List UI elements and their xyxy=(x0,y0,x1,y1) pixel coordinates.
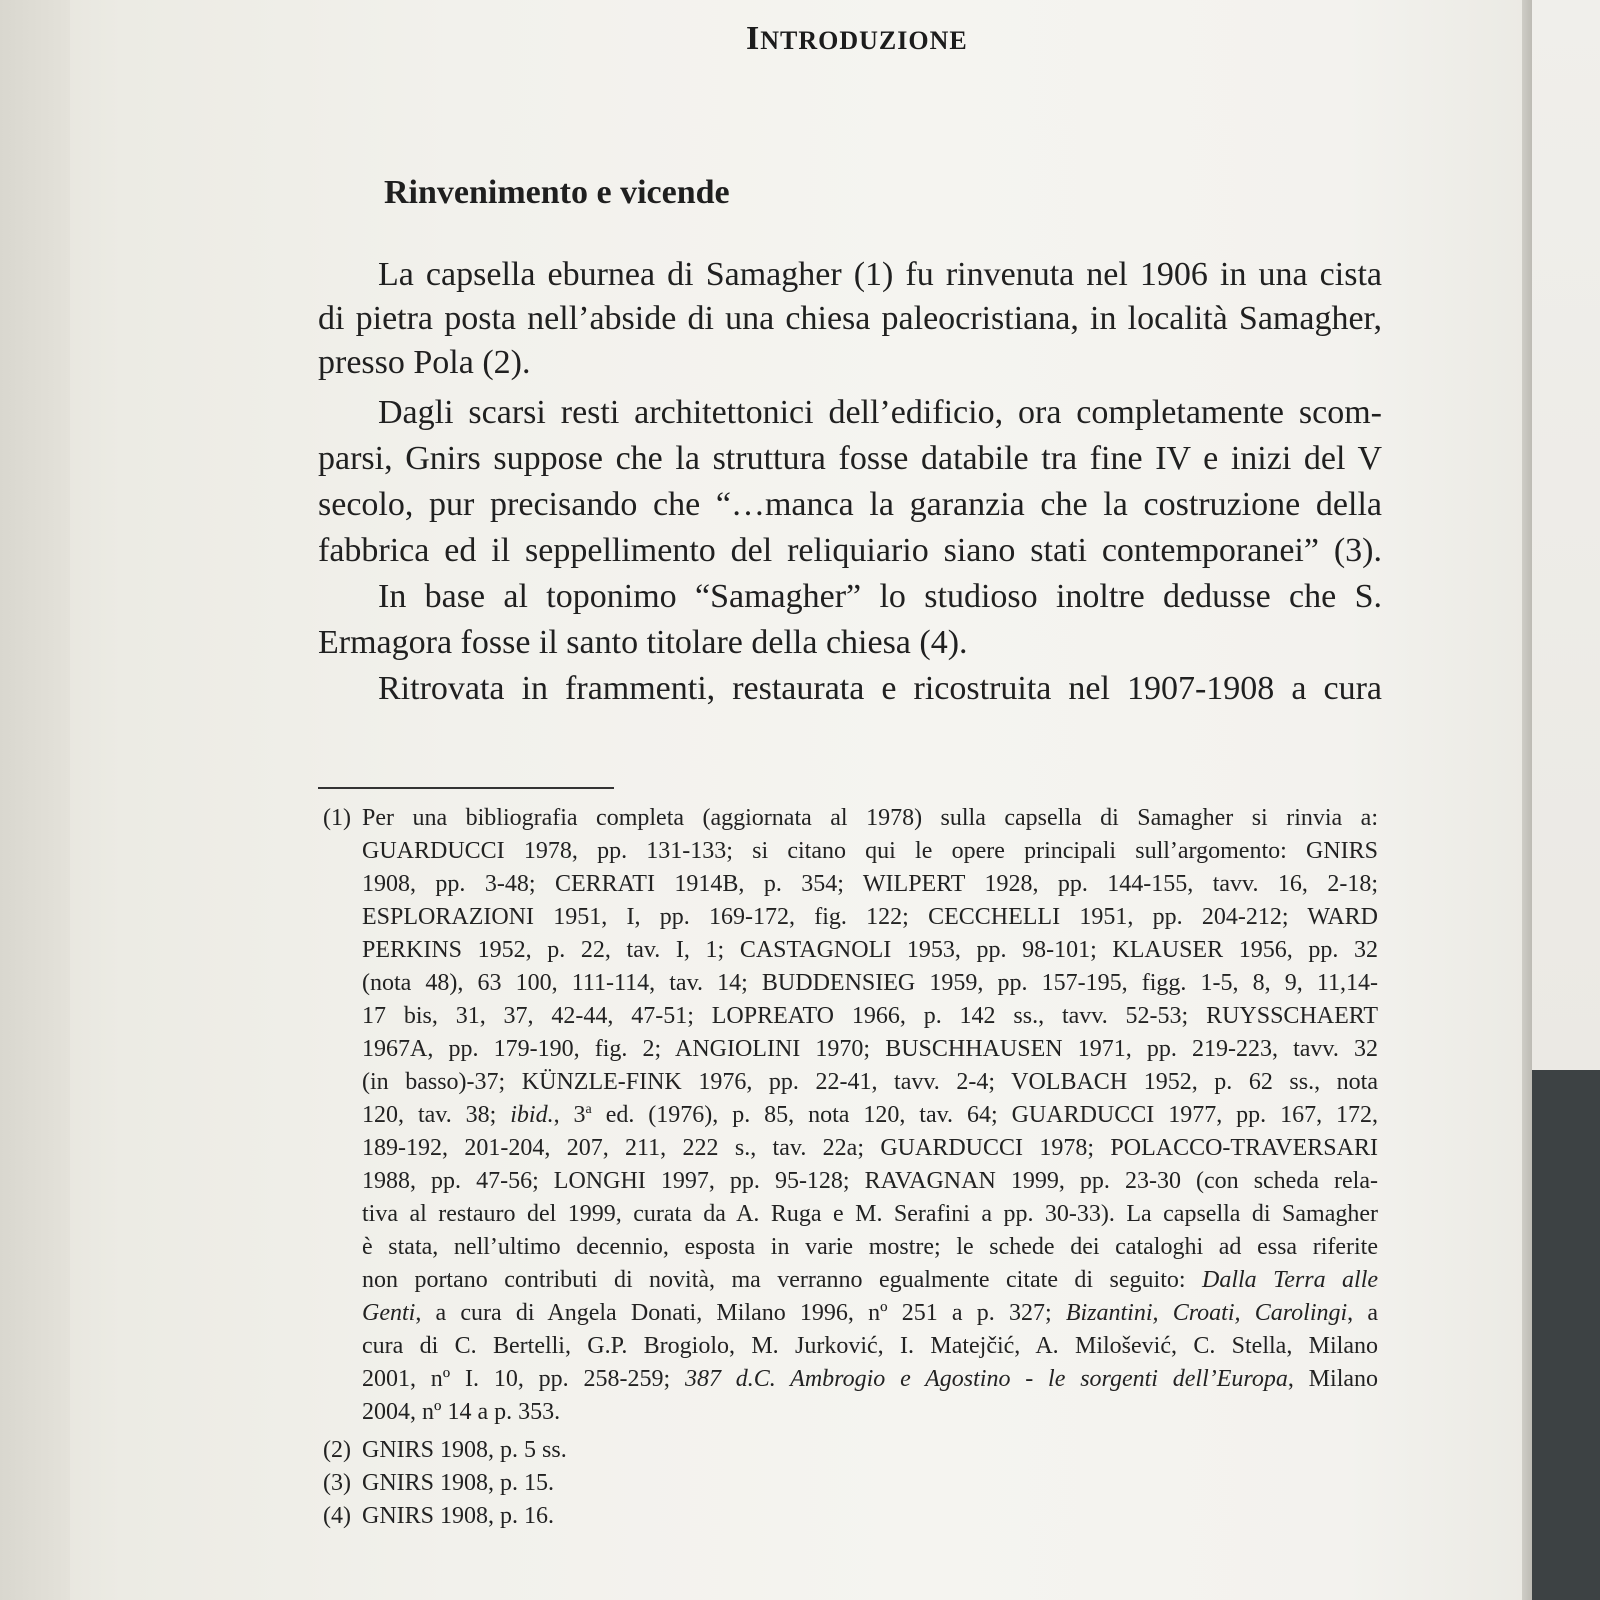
footnote-separator xyxy=(318,787,614,789)
footnote-line: cura di C. Bertelli, G.P. Brogiolo, M. Jurković, I. Matejčić, A. Milošević, C. Stella, Milano xyxy=(362,1333,1378,1359)
background-dark-object xyxy=(1532,1070,1600,1600)
footnote-line: GUARDUCCI 1978, pp. 131-133; si citano qui le opere principali sull’argomento: GNIRS xyxy=(362,838,1378,864)
page-edge-shadow xyxy=(1522,0,1532,1600)
body-line: Ermagora fosse il santo titolare della chiesa (4). xyxy=(318,624,968,661)
footnote-number: (2) xyxy=(323,1437,351,1463)
footnote-line: (in basso)-37; KÜNZLE-FINK 1976, pp. 22-41, tavv. 2-4; VOLBACH 1952, p. 62 ss., nota xyxy=(362,1069,1378,1095)
body-line: In base al toponimo “Samagher” lo studioso inoltre dedusse che S. xyxy=(378,578,1382,615)
section-title: Rinvenimento e vicende xyxy=(384,174,730,211)
body-line: parsi, Gnirs suppose che la struttura fosse databile tra fine IV e inizi del V xyxy=(318,440,1382,477)
body-line: di pietra posta nell’abside di una chiesa paleocristiana, in località Samagher, xyxy=(318,300,1382,337)
body-line: fabbrica ed il seppellimento del reliquiario siano stati contemporanei” (3). xyxy=(318,532,1382,569)
footnote-line: PERKINS 1952, p. 22, tav. I, 1; CASTAGNOLI 1953, pp. 98-101; KLAUSER 1956, pp. 32 xyxy=(362,937,1378,963)
footnote-line: 2001, nº I. 10, pp. 258-259; 387 d.C. Ambrogio e Agostino - le sorgenti dell’Europa, Milano xyxy=(362,1366,1379,1392)
footnote-line: 189-192, 201-204, 207, 211, 222 s., tav. 22a; GUARDUCCI 1978; POLACCO-TRAVERSARI xyxy=(362,1135,1378,1161)
body-line: secolo, pur precisando che “…manca la garanzia che la costruzione della xyxy=(318,486,1382,523)
footnote-number: (4) xyxy=(323,1503,351,1529)
footnote-line: 1908, pp. 3-48; CERRATI 1914B, p. 354; WILPERT 1928, pp. 144-155, tavv. 16, 2-18; xyxy=(362,871,1378,897)
footnote-line: 1988, pp. 47-56; LONGHI 1997, pp. 95-128; RAVAGNAN 1999, pp. 23-30 (con scheda rela- xyxy=(362,1168,1378,1194)
footnote-line: non portano contributi di novità, ma verranno egualmente citate di seguito: Dalla Terra alle xyxy=(362,1267,1379,1293)
footnote-number: (1) xyxy=(323,805,351,831)
footnote-line: ESPLORAZIONI 1951, I, pp. 169-172, fig. 122; CECCHELLI 1951, pp. 204-212; WARD xyxy=(362,904,1378,930)
footnote-number: (3) xyxy=(323,1470,351,1496)
book-gutter xyxy=(0,0,70,1600)
footnote-line: 120, tav. 38; ibid., 3$^a$ ed. (1976), p. 85, nota 120, tav. 64; GUARDUCCI 1977, pp. 167, 172, xyxy=(362,1102,1378,1128)
footnote-line: Per una bibliografia completa (aggiornata al 1978) sulla capsella di Samagher si rinvia a: xyxy=(362,805,1378,831)
body-line: Dagli scarsi resti architettonici dell’edificio, ora completamente scom- xyxy=(378,394,1382,431)
body-line: Ritrovata in frammenti, restaurata e ricostruita nel 1907-1908 a cura xyxy=(378,670,1382,707)
footnote-line: 2004, nº 14 a p. 353. xyxy=(362,1399,561,1425)
background-surface xyxy=(1532,0,1600,1070)
footnote-line: GNIRS 1908, p. 15. xyxy=(362,1470,555,1496)
footnote-line: tiva al restauro del 1999, curata da A. Ruga e M. Serafini a pp. 30-33). La capsella di Samagher xyxy=(362,1201,1378,1227)
footnote-line: 17 bis, 31, 37, 42-44, 47-51; LOPREATO 1966, p. 142 ss., tavv. 52-53; RUYSSCHAERT xyxy=(362,1003,1378,1029)
body-line: presso Pola (2). xyxy=(318,344,531,381)
running-head: INTRODUZIONE xyxy=(746,20,968,57)
footnote-line: GNIRS 1908, p. 16. xyxy=(362,1503,555,1529)
footnote-line: (nota 48), 63 100, 111-114, tav. 14; BUDDENSIEG 1959, pp. 157-195, figg. 1-5, 8, 9, 11,14- xyxy=(362,970,1378,996)
body-line: La capsella eburnea di Samagher (1) fu rinvenuta nel 1906 in una cista xyxy=(378,256,1382,293)
footnote-line: è stata, nell’ultimo decennio, esposta in varie mostre; le schede dei cataloghi ad essa riferite xyxy=(362,1234,1378,1260)
footnote-line: 1967A, pp. 179-190, fig. 2; ANGIOLINI 1970; BUSCHHAUSEN 1971, pp. 219-223, tavv. 32 xyxy=(362,1036,1378,1062)
footnote-line: Genti, a cura di Angela Donati, Milano 1996, nº 251 a p. 327; Bizantini, Croati, Carolingi, a xyxy=(362,1300,1378,1326)
footnote-line: GNIRS 1908, p. 5 ss. xyxy=(362,1437,567,1463)
